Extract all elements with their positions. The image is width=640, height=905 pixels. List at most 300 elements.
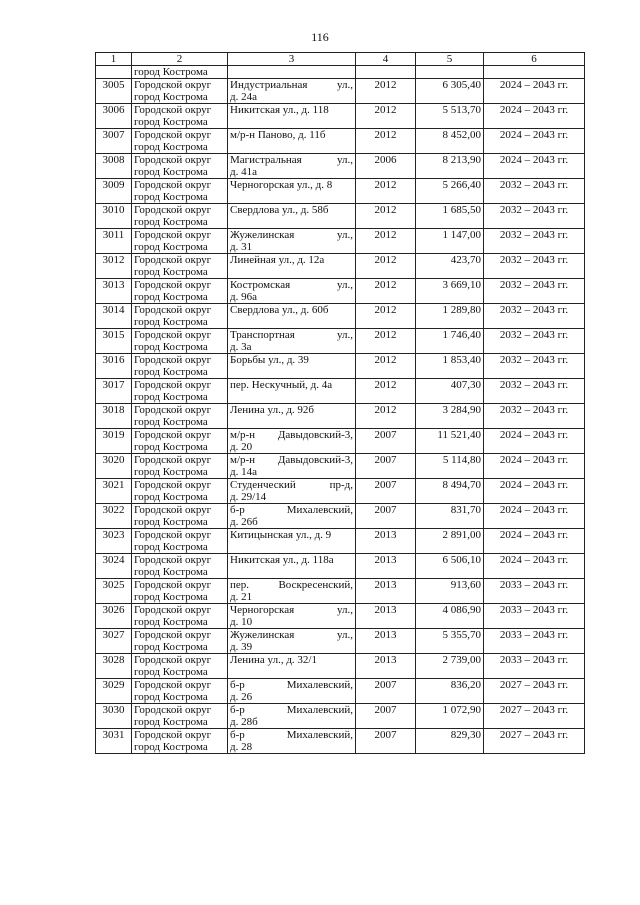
address-line-2: д. 20 xyxy=(230,441,253,453)
cell-year: 2012 xyxy=(356,354,416,379)
address-line-2: д. 31 xyxy=(230,241,253,253)
cell-year: 2013 xyxy=(356,529,416,554)
cell-district xyxy=(132,179,228,204)
address-line-2: д. 28 xyxy=(230,741,253,753)
housing-registry-table xyxy=(95,52,585,754)
district-line-1: Городской округ xyxy=(134,179,212,191)
cell-number: 3017 xyxy=(96,379,132,404)
district-line-1: Городской округ xyxy=(134,379,212,391)
cell-district xyxy=(132,729,228,754)
address-line-1: б-р Михалевский, xyxy=(230,679,353,691)
cell-period: 2024 – 2043 гг. xyxy=(484,504,585,529)
cell-year: 2007 xyxy=(356,729,416,754)
cell-area: 836,20 xyxy=(416,679,484,704)
cell-area: 5 266,40 xyxy=(416,179,484,204)
cell-period: 2032 – 2043 гг. xyxy=(484,279,585,304)
cell-number: 3008 xyxy=(96,154,132,179)
cell-number: 3006 xyxy=(96,104,132,129)
district-line-2: город Кострома xyxy=(134,216,208,228)
cell-area: 829,30 xyxy=(416,729,484,754)
cell-period: 2032 – 2043 гг. xyxy=(484,379,585,404)
cell-number: 3024 xyxy=(96,554,132,579)
cell-period: 2032 – 2043 гг. xyxy=(484,229,585,254)
address-line-1: м/р-н Давыдовский-3, xyxy=(230,429,353,441)
address-line-1: Ленина ул., д. 32/1 xyxy=(230,654,317,666)
cell-area xyxy=(416,66,484,79)
address-line-1: Жужелинская ул., xyxy=(230,629,353,641)
cell-area: 11 521,40 xyxy=(416,429,484,454)
district-line-2: город Кострома xyxy=(134,316,208,328)
address-line-1: б-р Михалевский, xyxy=(230,504,353,516)
address-line-2: д. 24а xyxy=(230,91,257,103)
table-row xyxy=(96,354,585,379)
address-line-1: Свердлова ул., д. 60б xyxy=(230,304,329,316)
address-line-1: м/р-н Давыдовский-3, xyxy=(230,454,353,466)
cell-number: 3005 xyxy=(96,79,132,104)
cell-address xyxy=(228,179,356,204)
cell-address xyxy=(228,254,356,279)
cell-year: 2007 xyxy=(356,679,416,704)
cell-number: 3027 xyxy=(96,629,132,654)
cell-number: 3014 xyxy=(96,304,132,329)
cell-year: 2007 xyxy=(356,704,416,729)
cell-period: 2033 – 2043 гг. xyxy=(484,579,585,604)
cell-address xyxy=(228,629,356,654)
district-line-1: Городской округ xyxy=(134,729,212,741)
cell-district xyxy=(132,279,228,304)
cell-year: 2013 xyxy=(356,579,416,604)
district-line-2: город Кострома xyxy=(134,591,208,603)
table-row xyxy=(96,429,585,454)
table-row xyxy=(96,679,585,704)
address-line-1: Костромская ул., xyxy=(230,279,353,291)
continuation-row xyxy=(96,66,585,79)
cell-address xyxy=(228,354,356,379)
address-line-2: д. 41а xyxy=(230,166,257,178)
cell-number: 3023 xyxy=(96,529,132,554)
cell-district xyxy=(132,454,228,479)
cell-address xyxy=(228,554,356,579)
district-line-1: Городской округ xyxy=(134,79,212,91)
cell-address xyxy=(228,329,356,354)
address-line-1: Никитская ул., д. 118 xyxy=(230,104,329,116)
table-row xyxy=(96,79,585,104)
district-line-1: Городской округ xyxy=(134,329,212,341)
cell-area: 1 147,00 xyxy=(416,229,484,254)
cell-number: 3009 xyxy=(96,179,132,204)
cell-number xyxy=(96,66,132,79)
cell-period: 2027 – 2043 гг. xyxy=(484,679,585,704)
address-line-1: Индустриальная ул., xyxy=(230,79,353,91)
cell-year: 2012 xyxy=(356,179,416,204)
district-line-2: город Кострома xyxy=(134,716,208,728)
district-line-1: Городской округ xyxy=(134,554,212,566)
table-row xyxy=(96,504,585,529)
table-row xyxy=(96,329,585,354)
cell-year: 2012 xyxy=(356,279,416,304)
district-line-2: город Кострома xyxy=(134,141,208,153)
cell-area: 1 072,90 xyxy=(416,704,484,729)
cell-district xyxy=(132,229,228,254)
cell-address xyxy=(228,204,356,229)
cell-year: 2007 xyxy=(356,429,416,454)
cell-year: 2012 xyxy=(356,79,416,104)
address-line-1: Борьбы ул., д. 39 xyxy=(230,354,309,366)
cell-period: 2024 – 2043 гг. xyxy=(484,454,585,479)
cell-number: 3022 xyxy=(96,504,132,529)
cell-address xyxy=(228,304,356,329)
cell-year: 2012 xyxy=(356,329,416,354)
address-line-1: Транспортная ул., xyxy=(230,329,353,341)
district-line-1: Городской округ xyxy=(134,229,212,241)
cell-address xyxy=(228,704,356,729)
table-row xyxy=(96,179,585,204)
district-line-2: город Кострома xyxy=(134,191,208,203)
district-line-2: город Кострома xyxy=(134,541,208,553)
district-line-2: город Кострома xyxy=(134,566,208,578)
address-line-2: д. 39 xyxy=(230,641,253,653)
district-line-1: Городской округ xyxy=(134,529,212,541)
cell-number: 3012 xyxy=(96,254,132,279)
address-line-1: Ленина ул., д. 92б xyxy=(230,404,315,416)
table-row xyxy=(96,604,585,629)
cell-area: 8 452,00 xyxy=(416,129,484,154)
column-header: 4 xyxy=(356,53,416,66)
cell-district xyxy=(132,429,228,454)
column-header: 3 xyxy=(228,53,356,66)
district-line-1: Городской округ xyxy=(134,204,212,216)
address-line-2: д. 29/14 xyxy=(230,491,267,503)
column-header: 6 xyxy=(484,53,585,66)
cell-number: 3011 xyxy=(96,229,132,254)
address-line-1: м/р-н Паново, д. 11б xyxy=(230,129,326,141)
cell-number: 3029 xyxy=(96,679,132,704)
cell-number: 3025 xyxy=(96,579,132,604)
cell-period: 2024 – 2043 гг. xyxy=(484,479,585,504)
cell-area: 2 891,00 xyxy=(416,529,484,554)
cell-address xyxy=(228,229,356,254)
address-line-1: б-р Михалевский, xyxy=(230,729,353,741)
cell-number: 3010 xyxy=(96,204,132,229)
district-line-2: город Кострома xyxy=(134,116,208,128)
cell-address xyxy=(228,529,356,554)
table-row xyxy=(96,379,585,404)
district-line-2: город Кострома xyxy=(134,166,208,178)
cell-year: 2012 xyxy=(356,129,416,154)
district-line-1: Городской округ xyxy=(134,304,212,316)
cell-year: 2007 xyxy=(356,454,416,479)
table-row xyxy=(96,129,585,154)
address-line-1: Жужелинская ул., xyxy=(230,229,353,241)
header-row xyxy=(96,53,585,66)
cell-number: 3007 xyxy=(96,129,132,154)
cell-address xyxy=(228,729,356,754)
cell-number: 3026 xyxy=(96,604,132,629)
address-line-1: Свердлова ул., д. 58б xyxy=(230,204,329,216)
page-number: 116 xyxy=(311,30,329,44)
address-line-1: Магистральная ул., xyxy=(230,154,353,166)
cell-period: 2032 – 2043 гг. xyxy=(484,404,585,429)
district-line-1: Городской округ xyxy=(134,154,212,166)
district-line-2: город Кострома xyxy=(134,291,208,303)
cell-area: 407,30 xyxy=(416,379,484,404)
cell-district xyxy=(132,329,228,354)
district-line-2: город Кострома xyxy=(134,741,208,753)
table-row xyxy=(96,704,585,729)
cell-period xyxy=(484,66,585,79)
district-line-1: Городской округ xyxy=(134,654,212,666)
district-line-1: Городской округ xyxy=(134,479,212,491)
cell-address xyxy=(228,429,356,454)
table-row xyxy=(96,729,585,754)
cell-period: 2032 – 2043 гг. xyxy=(484,254,585,279)
cell-year: 2013 xyxy=(356,554,416,579)
cell-period: 2024 – 2043 гг. xyxy=(484,429,585,454)
cell-district xyxy=(132,304,228,329)
cell-address xyxy=(228,479,356,504)
district-line-2: город Кострома xyxy=(134,416,208,428)
table-row xyxy=(96,254,585,279)
cell-year: 2006 xyxy=(356,154,416,179)
address-line-1: б-р Михалевский, xyxy=(230,704,353,716)
district-line-1: Городской округ xyxy=(134,604,212,616)
cell-year: 2012 xyxy=(356,254,416,279)
cell-area: 8 494,70 xyxy=(416,479,484,504)
address-line-1: Китицынская ул., д. 9 xyxy=(230,529,332,541)
cell-period: 2024 – 2043 гг. xyxy=(484,129,585,154)
address-line-1: Черногорская ул., xyxy=(230,604,353,616)
district-line-2: город Кострома xyxy=(134,691,208,703)
district-line-2: город Кострома xyxy=(134,666,208,678)
cell-year: 2013 xyxy=(356,604,416,629)
cell-year: 2012 xyxy=(356,204,416,229)
address-line-2: д. 14а xyxy=(230,466,257,478)
district-line-2: город Кострома xyxy=(134,491,208,503)
cell-area: 8 213,90 xyxy=(416,154,484,179)
district-line-2: город Кострома xyxy=(134,641,208,653)
address-line-2: д. 21 xyxy=(230,591,253,603)
district-line-2: город Кострома xyxy=(134,616,208,628)
address-line-1: Линейная ул., д. 12а xyxy=(230,254,325,266)
cell-period: 2032 – 2043 гг. xyxy=(484,354,585,379)
address-line-2: д. 96а xyxy=(230,291,257,303)
cell-number: 3015 xyxy=(96,329,132,354)
cell-number: 3021 xyxy=(96,479,132,504)
cell-number: 3013 xyxy=(96,279,132,304)
cell-district xyxy=(132,379,228,404)
cell-district xyxy=(132,504,228,529)
cell-period: 2024 – 2043 гг. xyxy=(484,554,585,579)
cell-number: 3018 xyxy=(96,404,132,429)
cell-address xyxy=(228,79,356,104)
cell-area: 913,60 xyxy=(416,579,484,604)
district-line-2: город Кострома xyxy=(134,91,208,103)
cell-district xyxy=(132,254,228,279)
district-line-2: город Кострома xyxy=(134,466,208,478)
cell-district xyxy=(132,604,228,629)
table-row xyxy=(96,104,585,129)
district-line-1: Городской округ xyxy=(134,254,212,266)
district-line-1: Городской округ xyxy=(134,629,212,641)
address-line-2: д. 28б xyxy=(230,716,258,728)
cell-address xyxy=(228,654,356,679)
cell-district xyxy=(132,404,228,429)
district-line-1: Городской округ xyxy=(134,454,212,466)
cell-year: 2007 xyxy=(356,504,416,529)
cell-area: 3 284,90 xyxy=(416,404,484,429)
cell-area: 1 685,50 xyxy=(416,204,484,229)
cell-district xyxy=(132,679,228,704)
cell-address xyxy=(228,604,356,629)
table-row xyxy=(96,279,585,304)
table-row xyxy=(96,204,585,229)
cell-address xyxy=(228,154,356,179)
cell-year: 2012 xyxy=(356,104,416,129)
cell-area: 5 355,70 xyxy=(416,629,484,654)
cell-address xyxy=(228,679,356,704)
table-row xyxy=(96,579,585,604)
cell-area: 6 506,10 xyxy=(416,554,484,579)
cell-period: 2032 – 2043 гг. xyxy=(484,329,585,354)
cell-period: 2027 – 2043 гг. xyxy=(484,704,585,729)
cell-district xyxy=(132,104,228,129)
cell-number: 3020 xyxy=(96,454,132,479)
cell-year: 2012 xyxy=(356,379,416,404)
address-line-1: Никитская ул., д. 118а xyxy=(230,554,334,566)
district-line-1: Городской округ xyxy=(134,679,212,691)
district-line-2: город Кострома xyxy=(134,341,208,353)
district-line-1: Городской округ xyxy=(134,704,212,716)
cell-year xyxy=(356,66,416,79)
cell-district xyxy=(132,704,228,729)
district-line-1: Городской округ xyxy=(134,279,212,291)
cell-area: 3 669,10 xyxy=(416,279,484,304)
cell-address xyxy=(228,454,356,479)
cell-address xyxy=(228,404,356,429)
cell-year: 2007 xyxy=(356,479,416,504)
district-line-1: Городской округ xyxy=(134,129,212,141)
cell-year: 2013 xyxy=(356,654,416,679)
cell-district xyxy=(132,354,228,379)
cell-period: 2027 – 2043 гг. xyxy=(484,729,585,754)
address-line-1: пер. Воскресенский, xyxy=(230,579,353,591)
district-line-2: город Кострома xyxy=(134,516,208,528)
table-row xyxy=(96,304,585,329)
cell-district xyxy=(132,79,228,104)
table-row xyxy=(96,654,585,679)
cell-number: 3031 xyxy=(96,729,132,754)
column-header: 5 xyxy=(416,53,484,66)
address-line-2: д. 10 xyxy=(230,616,253,628)
address-line-1: Студенческий пр-д, xyxy=(230,479,353,491)
district-line-2: город Кострома xyxy=(134,266,208,278)
cell-district xyxy=(132,529,228,554)
column-header: 2 xyxy=(132,53,228,66)
address-line-2: д. 26б xyxy=(230,516,258,528)
cell-address xyxy=(228,579,356,604)
cell-district xyxy=(132,479,228,504)
cell-year: 2012 xyxy=(356,404,416,429)
cell-period: 2033 – 2043 гг. xyxy=(484,604,585,629)
table-row xyxy=(96,154,585,179)
cell-year: 2012 xyxy=(356,229,416,254)
address-line-2: д. 26 xyxy=(230,691,253,703)
cell-number: 3028 xyxy=(96,654,132,679)
cell-area: 6 305,40 xyxy=(416,79,484,104)
cell-number: 3016 xyxy=(96,354,132,379)
district-line-1: Городской округ xyxy=(134,354,212,366)
cell-number: 3030 xyxy=(96,704,132,729)
cell-district xyxy=(132,629,228,654)
cell-district xyxy=(132,129,228,154)
cell-period: 2033 – 2043 гг. xyxy=(484,654,585,679)
table-row xyxy=(96,404,585,429)
cell-address xyxy=(228,379,356,404)
cell-number: 3019 xyxy=(96,429,132,454)
address-line-2: д. 3а xyxy=(230,341,252,353)
table-row xyxy=(96,454,585,479)
district-line-2: город Кострома xyxy=(134,391,208,403)
cell-area: 5 114,80 xyxy=(416,454,484,479)
cell-period: 2024 – 2043 гг. xyxy=(484,154,585,179)
table-row xyxy=(96,529,585,554)
cell-period: 2032 – 2043 гг. xyxy=(484,204,585,229)
address-line-1: пер. Нескучный, д. 4а xyxy=(230,379,333,391)
cell-area: 423,70 xyxy=(416,254,484,279)
cell-period: 2033 – 2043 гг. xyxy=(484,629,585,654)
cell-area: 1 853,40 xyxy=(416,354,484,379)
cell-period: 2024 – 2043 гг. xyxy=(484,79,585,104)
cell-district xyxy=(132,579,228,604)
table-row xyxy=(96,629,585,654)
cell-address xyxy=(228,104,356,129)
cell-district xyxy=(132,554,228,579)
table-row xyxy=(96,229,585,254)
cell-year: 2012 xyxy=(356,304,416,329)
cell-area: 4 086,90 xyxy=(416,604,484,629)
district-line-2: город Кострома xyxy=(134,241,208,253)
district-line-2: город Кострома xyxy=(134,441,208,453)
table-row xyxy=(96,554,585,579)
cell-district: город Кострома xyxy=(132,66,228,79)
district-line-1: Городской округ xyxy=(134,429,212,441)
cell-period: 2032 – 2043 гг. xyxy=(484,304,585,329)
table-row xyxy=(96,479,585,504)
cell-period: 2032 – 2043 гг. xyxy=(484,179,585,204)
district-line-1: Городской округ xyxy=(134,504,212,516)
cell-area: 2 739,00 xyxy=(416,654,484,679)
cell-period: 2024 – 2043 гг. xyxy=(484,529,585,554)
cell-district xyxy=(132,154,228,179)
cell-district xyxy=(132,654,228,679)
district-line-1: Городской округ xyxy=(134,404,212,416)
cell-address xyxy=(228,279,356,304)
address-line-1: Черногорская ул., д. 8 xyxy=(230,179,333,191)
cell-period: 2024 – 2043 гг. xyxy=(484,104,585,129)
cell-area: 1 746,40 xyxy=(416,329,484,354)
cell-area: 831,70 xyxy=(416,504,484,529)
cell-address xyxy=(228,66,356,79)
district-line-1: Городской округ xyxy=(134,104,212,116)
cell-address xyxy=(228,504,356,529)
cell-year: 2013 xyxy=(356,629,416,654)
cell-area: 5 513,70 xyxy=(416,104,484,129)
column-header: 1 xyxy=(96,53,132,66)
district-line-2: город Кострома xyxy=(134,366,208,378)
district-line-1: Городской округ xyxy=(134,579,212,591)
cell-address xyxy=(228,129,356,154)
cell-area: 1 289,80 xyxy=(416,304,484,329)
